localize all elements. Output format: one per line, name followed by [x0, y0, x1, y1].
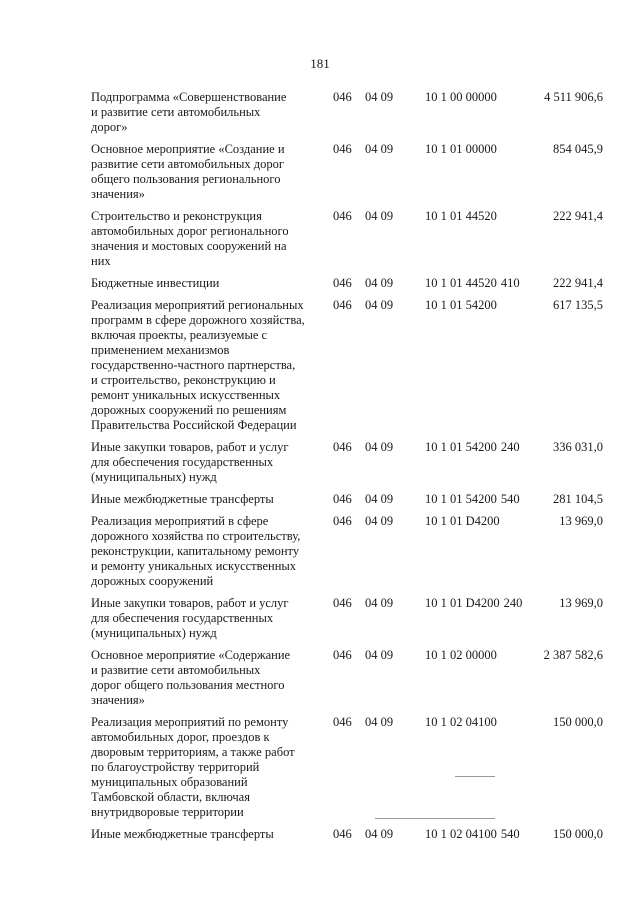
table-row [91, 209, 603, 269]
row-name: Иные межбюджетные трансферты [91, 492, 274, 506]
section-code: 04 09 [365, 715, 394, 729]
amount: 222 941,4 [553, 276, 603, 290]
amount: 281 104,5 [553, 492, 603, 506]
section-code: 04 09 [365, 276, 394, 290]
target-code: 10 1 02 00000 [425, 648, 497, 662]
row-name: Иные межбюджетные трансферты [91, 827, 274, 841]
row-name: Иные закупки товаров, работ и услуг для обеспечения государственных (муниципальных) нужд [91, 440, 289, 484]
row-name: Реализация мероприятий по ремонту автомобильных дорог, проездов к дворовым территориям, а также работ по благоустройству территорий муниципальных образований Тамбовской области, включая внутридворовые территории [91, 715, 295, 819]
amount: 150 000,0 [553, 827, 603, 841]
section-code: 04 09 [365, 596, 394, 610]
target-code-cell [425, 142, 537, 157]
admin-code: 046 [333, 596, 352, 610]
row-name: Иные закупки товаров, работ и услуг для обеспечения государственных (муниципальных) нужд [91, 596, 289, 640]
table-row [91, 90, 603, 135]
admin-code: 046 [333, 90, 352, 104]
target-code: 10 1 02 04100 [425, 715, 497, 729]
target-code: 10 1 02 04100 [425, 827, 497, 841]
section-code: 04 09 [365, 90, 394, 104]
target-code-cell [425, 715, 537, 730]
admin-code: 046 [333, 276, 352, 290]
target-code: 10 1 01 D4200 [425, 596, 500, 610]
page-number: 181 [310, 56, 330, 71]
amount: 150 000,0 [553, 715, 603, 729]
table-row [91, 514, 603, 589]
table-row [91, 492, 603, 507]
admin-code: 046 [333, 142, 352, 156]
target-code: 10 1 01 54200 [425, 492, 497, 506]
admin-code: 046 [333, 492, 352, 506]
target-code-cell [425, 596, 537, 611]
section-code: 04 09 [365, 827, 394, 841]
target-code: 10 1 01 44520 [425, 276, 497, 290]
amount: 222 941,4 [553, 209, 603, 223]
admin-code: 046 [333, 648, 352, 662]
table-row [91, 648, 603, 708]
table-row [91, 827, 603, 842]
expense-type-code: 240 [503, 596, 523, 610]
row-name: Бюджетные инвестиции [91, 276, 220, 290]
target-code: 10 1 00 00000 [425, 90, 497, 104]
table-row [91, 276, 603, 291]
target-code-cell [425, 276, 537, 291]
section-code: 04 09 [365, 209, 394, 223]
row-name: Строительство и реконструкция автомобильных дорог регионального значения и мостовых сооружений на них [91, 209, 289, 268]
row-name: Основное мероприятие «Создание и развитие сети автомобильных дорог общего пользования регионального значения» [91, 142, 285, 201]
amount: 854 045,9 [553, 142, 603, 156]
table-row [91, 715, 603, 820]
admin-code: 046 [333, 440, 352, 454]
admin-code: 046 [333, 827, 352, 841]
target-code-cell [425, 648, 537, 663]
expense-type-code: 410 [500, 276, 520, 290]
row-name: Основное мероприятие «Содержание и развитие сети автомобильных дорог общего пользования местного значения» [91, 648, 291, 707]
amount: 2 387 582,6 [543, 648, 603, 662]
admin-code: 046 [333, 514, 352, 528]
section-code: 04 09 [365, 440, 394, 454]
admin-code: 046 [333, 715, 352, 729]
scan-speck [375, 818, 495, 819]
amount: 4 511 906,6 [544, 90, 603, 104]
section-code: 04 09 [365, 298, 394, 312]
target-code: 10 1 01 44520 [425, 209, 497, 223]
amount: 13 969,0 [559, 596, 603, 610]
scan-speck [455, 776, 495, 777]
target-code-cell [425, 298, 537, 313]
amount: 13 969,0 [559, 514, 603, 528]
expense-type-code: 540 [500, 827, 520, 841]
target-code: 10 1 01 54200 [425, 298, 497, 312]
target-code-cell [425, 514, 537, 529]
target-code-cell [425, 209, 537, 224]
target-code-cell [425, 492, 537, 507]
table-row [91, 596, 603, 641]
target-code: 10 1 01 54200 [425, 440, 497, 454]
section-code: 04 09 [365, 142, 394, 156]
table-row [91, 440, 603, 485]
table-row [91, 142, 603, 202]
section-code: 04 09 [365, 514, 394, 528]
amount: 617 135,5 [553, 298, 603, 312]
target-code-cell [425, 440, 537, 455]
admin-code: 046 [333, 298, 352, 312]
row-name: Реализация мероприятий в сфере дорожного хозяйства по строительству, реконструкции, капитальному ремонту и ремонту уникальных искусственных дорожных сооружений [91, 514, 301, 588]
row-name: Подпрограмма «Совершенствование и развитие сети автомобильных дорог» [91, 90, 287, 134]
admin-code: 046 [333, 209, 352, 223]
expense-type-code: 240 [500, 440, 520, 454]
target-code-cell [425, 90, 537, 105]
budget-table [91, 90, 603, 849]
table-row [91, 298, 603, 433]
target-code: 10 1 01 D4200 [425, 514, 500, 528]
row-name: Реализация мероприятий региональных программ в сфере дорожного хозяйства, включая проекты, реализуемые с применением механизмов государственно-частного партнерства, и строительство, реконструкцию и ремонт уникальных искусственных дорожных сооружений по решениям Правительства Российской Федерации [91, 298, 305, 432]
section-code: 04 09 [365, 492, 394, 506]
target-code-cell [425, 827, 537, 842]
section-code: 04 09 [365, 648, 394, 662]
expense-type-code: 540 [500, 492, 520, 506]
amount: 336 031,0 [553, 440, 603, 454]
target-code: 10 1 01 00000 [425, 142, 497, 156]
